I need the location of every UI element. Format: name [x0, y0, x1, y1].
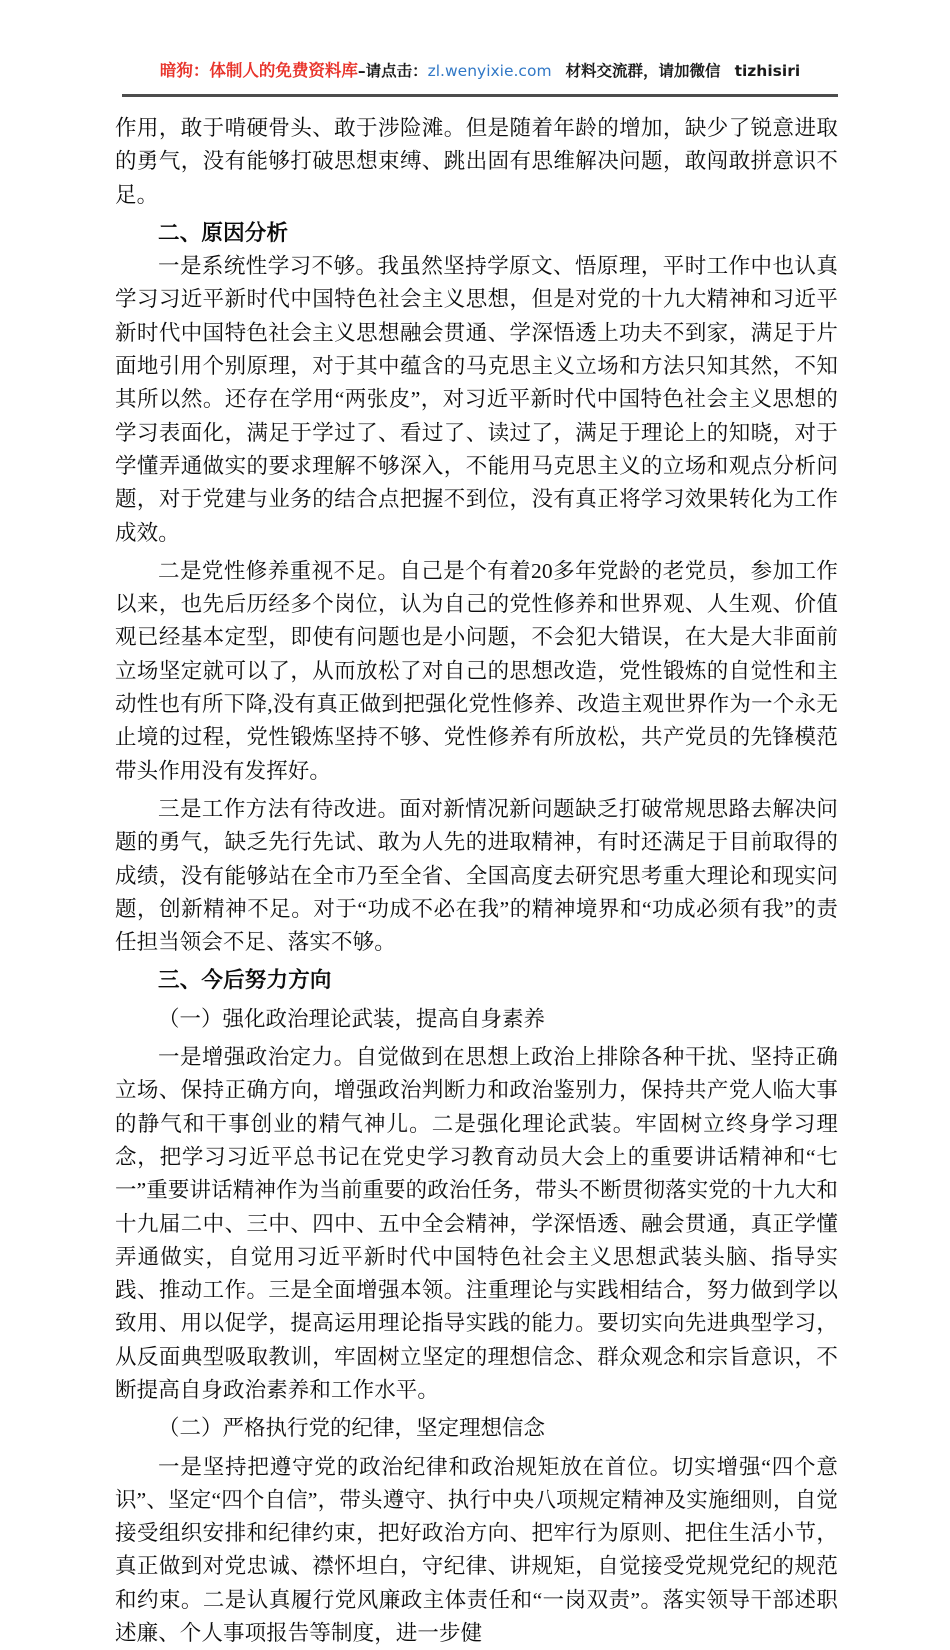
header-divider-rule: [122, 94, 838, 97]
subsection-heading-one: （一）强化政治理论武装，提高自身素养: [158, 1006, 546, 1031]
promo-click-text: –请点击：: [357, 62, 428, 80]
paragraph-cause-two: 二是党性修养重视不足。自己是个有着20多年党龄的老党员，参加工作以来，也先后历经多个岗位，认为自己的党性修养和世界观、人生观、价值观已经基本定型，即使有问题也是小问题，不会犯大错误，在大是大非面前立场坚定就可以了，从而放松了对自己的思想改造，党性锻炼的自觉性和主动性也有所下降,没有真正做到把强化党性修养、改造主观世界作为一个永无止境的过程，党性锻炼坚持不够、党性修养有所放松，共产党员的先锋模范带头作用没有发挥好。: [115, 558, 838, 783]
section-heading-two: 二、原因分析: [158, 220, 289, 246]
document-body: [115, 112, 838, 1650]
promo-title: 暗狗：体制人的免费资料库: [159, 61, 358, 80]
section-heading-three: 三、今后努力方向: [158, 968, 332, 994]
promo-link[interactable]: zl.wenyixie.com: [427, 62, 552, 80]
promo-wechat-id: tizhisiri: [734, 62, 801, 80]
paragraph-cause-one: 一是系统性学习不够。我虽然坚持学原文、悟原理，平时工作中也认真学习习近平新时代中国特色社会主义思想，但是对党的十九大精神和习近平新时代中国特色社会主义思想融会贯通、学深悟透上功夫不到家，满足于片面地引用个别原理，对于其中蕴含的马克思主义立场和方法只知其然，不知其所以然。还存在学用“两张皮”，对习近平新时代中国特色社会主义思想的学习表面化，满足于学过了、看过了、读过了，满足于理论上的知晓，对于学懂弄通做实的要求理解不够深入，不能用马克思主义的立场和观点分析问题，对于党建与业务的结合点把握不到位，没有真正将学习效果转化为工作成效。: [115, 254, 838, 545]
paragraph-continuation: 作用，敢于啃硬骨头、敢于涉险滩。但是随着年龄的增加，缺少了锐意进取的勇气，没有能够打破思想束缚、跳出固有思维解决问题，敢闯敢拼意识不足。: [115, 116, 838, 207]
paragraph-direction-two: 一是坚持把遵守党的政治纪律和政治规矩放在首位。切实增强“四个意识”、坚定“四个自信”，带头遵守、执行中央八项规定精神及实施细则，自觉接受组织安排和纪律约束，把好政治方向、把牢行为原则、把住生活小节，真正做到对党忠诚、襟怀坦白，守纪律、讲规矩，自觉接受党规党纪的规范和约束。二是认真履行党风廉政主体责任和“一岗双责”。落实领导干部述职述廉、个人事项报告等制度，进一步健: [115, 1454, 838, 1646]
promo-wechat-text: 材料交流群，请加微信: [565, 62, 721, 80]
promo-banner-line: [122, 58, 838, 84]
paragraph-direction-one: 一是增强政治定力。自觉做到在思想上政治上排除各种干扰、坚持正确立场、保持正确方向，增强政治判断力和政治鉴别力，保持共产党人临大事的静气和干事创业的精气神儿。二是强化理论武装。牢固树立终身学习理念，把学习习近平总书记在党史学习教育动员大会上的重要讲话精神和“七一”重要讲话精神作为当前重要的政治任务，带头不断贯彻落实党的十九大和十九届二中、三中、四中、五中全会精神，学深悟透、融会贯通，真正学懂弄通做实，自觉用习近平新时代中国特色社会主义思想武装头脑、指导实践、推动工作。三是全面增强本领。注重理论与实践相结合，努力做到学以致用、用以促学，提高运用理论指导实践的能力。要切实向先进典型学习，从反面典型吸取教训，牢固树立坚定的理想信念、群众观念和宗旨意识，不断提高自身政治素养和工作水平。: [115, 1045, 838, 1402]
promo-banner: [122, 58, 838, 84]
subsection-heading-two: （二）严格执行党的纪律，坚定理想信念: [158, 1416, 546, 1441]
paragraph-cause-three: 三是工作方法有待改进。面对新情况新问题缺乏打破常规思路去解决问题的勇气，缺乏先行先试、敢为人先的进取精神，有时还满足于目前取得的成绩，没有能够站在全市乃至全省、全国高度去研究思考重大理论和现实问题，创新精神不足。对于“功成不必在我”的精神境界和“功成必须有我”的责任担当领会不足、落实不够。: [115, 796, 838, 955]
